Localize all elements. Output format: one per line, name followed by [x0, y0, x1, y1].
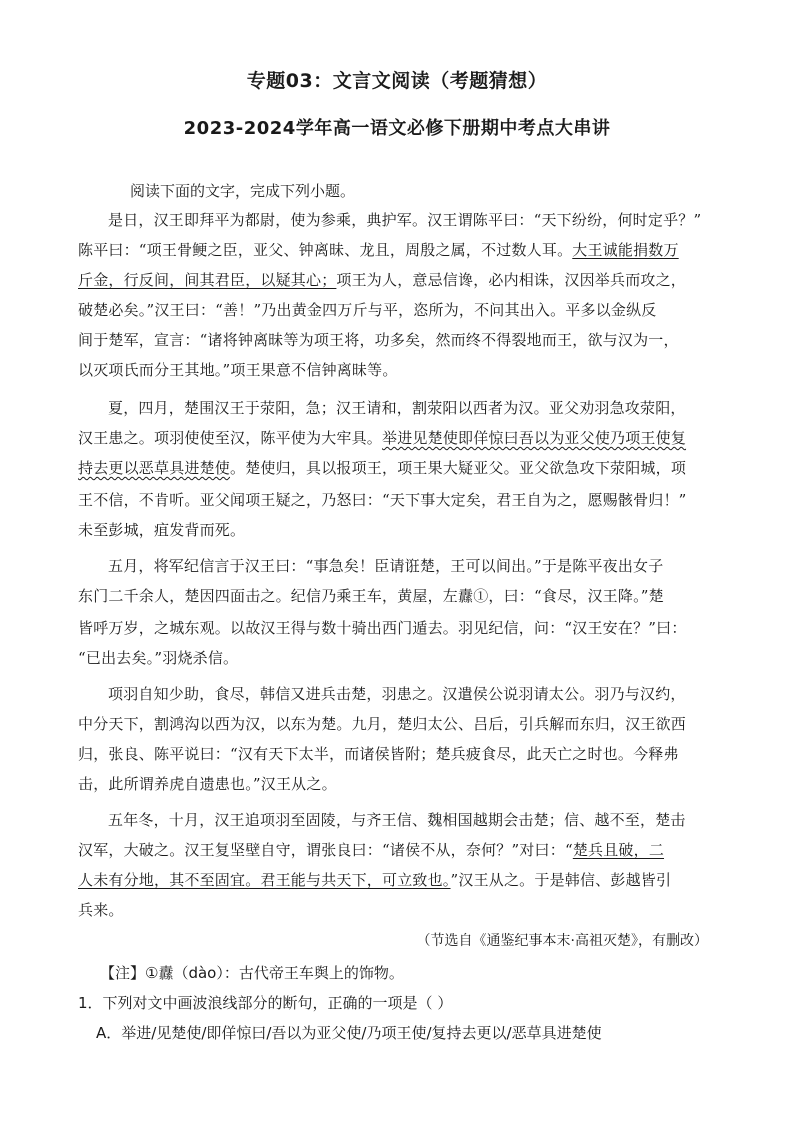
passage-line: 兵来。 — [78, 901, 124, 919]
underlined-sentence: 大王诚能捐数万 — [572, 241, 679, 259]
passage-line: 破楚必矣。”汉王曰：“善！”乃出黄金四万斤与平，恣所为，不问其出入。平多以金纵反 — [78, 301, 657, 319]
question-1: 1．下列对文中画波浪线部分的断句，正确的一项是（ ） — [78, 994, 453, 1012]
passage-line: “已出去矣。”羽烧杀信。 — [78, 649, 239, 667]
page-subtitle: 2023-2024学年高一语文必修下册期中考点大串讲 — [183, 118, 611, 139]
passage-line: 夏，四月，楚围汉王于荥阳，急；汉王请和，割荥阳以西者为汉。亚父劝羽急攻荥阳， — [108, 399, 686, 417]
passage-line: 汉王患之。项羽使使至汉，陈平使为大牢具。举进见楚使即佯惊曰吾以为亚父使乃项王使复 — [78, 429, 687, 447]
page-title: 专题03：文言文阅读（考题猜想） — [246, 70, 548, 92]
passage-line: 五月，将军纪信言于汉王曰：“事急矣！臣请诳楚，王可以间出。”于是陈平夜出女子 — [108, 557, 664, 575]
passage-line: 未至彭城，疽发背而死。 — [78, 521, 246, 539]
passage-line: 中分天下，割鸿沟以西为汉，以东为楚。九月，楚归太公、吕后，引兵解而东归，汉王欲西 — [78, 715, 687, 733]
passage-line: 是日，汉王即拜平为都尉，使为参乘，典护军。汉王谓陈平曰：“天下纷纷，何时定乎？” — [108, 211, 702, 229]
passage-line: 汉军，大破之。汉王复坚壁自守，谓张良曰：“诸侯不从，奈何？”对曰：“楚兵且破，二 — [78, 841, 665, 859]
passage-line: 以灭项氏而分王其地。”项王果意不信钟离昧等。 — [78, 361, 398, 379]
passage-line: 项羽自知少助，食尽，韩信又进兵击楚，羽患之。汉遣侯公说羽请太公。羽乃与汉约， — [108, 685, 686, 703]
passage-line: 东门二千余人，楚因四面击之。纪信乃乘王车，黄屋，左纛①，曰：“食尽，汉王降。”楚 — [78, 587, 664, 605]
option-a: A．举进/见楚使/即佯惊曰/吾以为亚父使/乃项王使/复持去更以/恶草具进楚使 — [96, 1024, 602, 1042]
passage-line: 五年冬，十月，汉王追项羽至固陵，与齐王信、魏相国越期会击楚；信、越不至，楚击 — [108, 811, 686, 829]
passage-line: 陈平曰：“项王骨鲠之臣，亚父、钟离昧、龙且，周殷之属，不过数人耳。大王诚能捐数万 — [78, 241, 679, 259]
passage-line: 王不信，不肯听。亚父闻项王疑之，乃怒曰：“天下事大定矣，君王自为之，愿赐骸骨归！” — [78, 491, 687, 509]
underlined-sentence: 楚兵且破，二 — [572, 841, 665, 859]
underlined-sentence: 人未有分地，其不至固宜。君王能与共天下，可立致也。 — [78, 871, 451, 889]
annotation-note: 【注】①纛（dào）：古代帝王车舆上的饰物。 — [100, 964, 404, 982]
reading-instruction: 阅读下面的文字，完成下列小题。 — [130, 182, 356, 200]
passage-line: 归，张良、陈平说曰：“汉有天下太半，而诸侯皆附；楚兵疲食尽，此天亡之时也。今释弗 — [78, 745, 679, 763]
passage-line: 皆呼万岁，之城东观。以故汉王得与数十骑出西门遁去。羽见纪信，问：“汉王安在？”曰： — [78, 619, 687, 637]
passage-line: 人未有分地，其不至固宜。君王能与共天下，可立致也。”汉王从之。于是韩信、彭越皆引 — [78, 871, 672, 889]
passage-line: 间于楚军，宣言：“诸将钟离昧等为项王将，功多矣，然而终不得裂地而王，欲与汉为一， — [78, 331, 679, 349]
passage-line: 持去更以恶草具进楚使。楚使归，具以报项王，项王果大疑亚父。亚父欲急攻下荥阳城，项 — [78, 459, 687, 477]
passage-line: 斤金，行反间，间其君臣，以疑其心；项王为人，意忌信谗，必内相诛，汉因举兵而攻之， — [78, 271, 687, 289]
underlined-sentence: 斤金，行反间，间其君臣，以疑其心； — [78, 271, 337, 289]
passage-line: 击，此所谓养虎自遗患也。”汉王从之。 — [78, 775, 337, 793]
source-citation: （节选自《通鉴纪事本末·高祖灭楚》，有删改） — [416, 933, 708, 949]
wavy-underlined-sentence: 持去更以恶草具进楚使 — [78, 459, 231, 477]
wavy-underlined-sentence: 举进见楚使即佯惊曰吾以为亚父使乃项王使复 — [382, 429, 687, 447]
